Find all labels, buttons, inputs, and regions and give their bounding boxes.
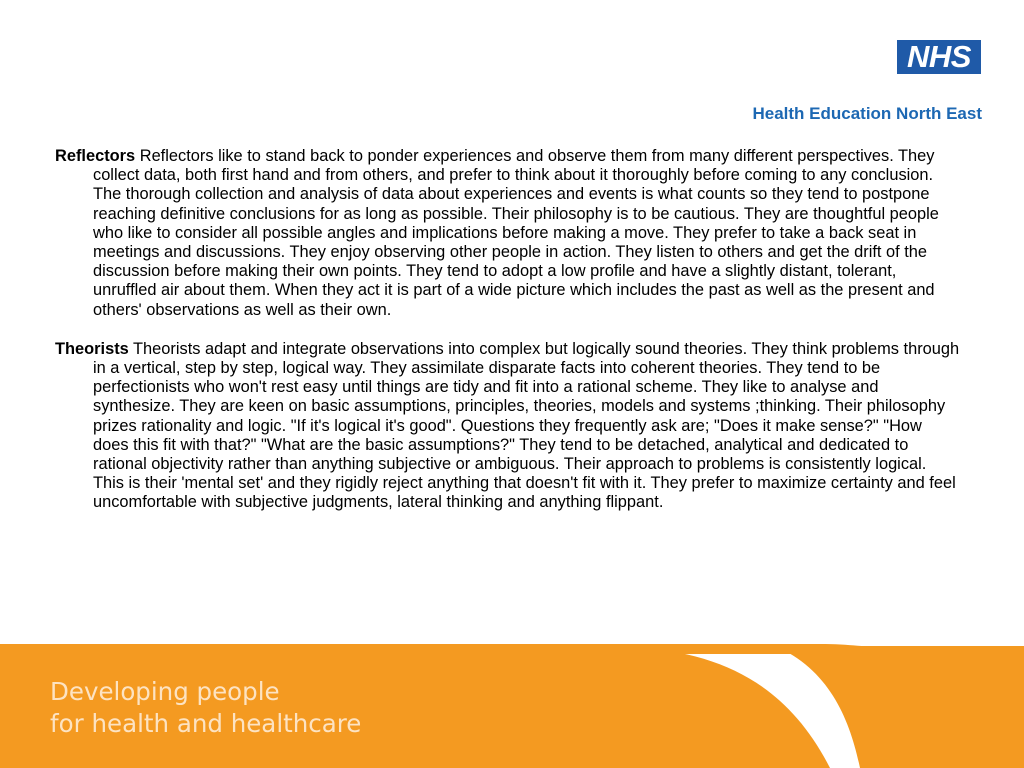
nhs-logo: NHS: [897, 40, 981, 74]
footer-tagline: [50, 676, 361, 740]
tagline-line-1: Developing people: [50, 677, 280, 706]
theorists-paragraph: [55, 340, 960, 513]
reflectors-paragraph: [55, 147, 960, 320]
theorists-description: Theorists adapt and integrate observations into complex but logically sound theories. They think problems through in a vertical, step by step, logical way. They assimilate disparate facts into coherent theories. They tend to be perfectionists who won't rest easy until things are tidy and fit into a rational scheme. They like to analyse and synthesize. They are keen on basic assumptions, principles, theories, models and systems ;thinking. Their philosophy prizes rationality and logic. "If it's logical it's good". Questions they frequently ask are; "Does it make sense?" "How does this fit with that?" "What are the basic assumptions?" They tend to be detached, analytical and dedicated to rational objectivity rather than anything subjective or ambiguous. Their approach to problems is consistently logical. This is their 'mental set' and they rigidly reject anything that doesn't fit with it. They prefer to maximize certainty and feel uncomfortable with subjective judgments, lateral thinking and anything flippant.: [93, 339, 960, 512]
reflectors-term: Reflectors: [55, 147, 136, 165]
reflectors-description: Reflectors like to stand back to ponder experiences and observe them from many different perspectives. They collect data, both first hand and from others, and prefer to think about it thoroughly before coming to any conclusion. The thorough collection and analysis of data about experiences and events is what counts so they tend to postpone reaching definitive conclusions for as long as possible. Their philosophy is to be cautious. They are thoughtful people who like to consider all possible angles and implications before making a move. They prefer to take a back seat in meetings and discussions. They enjoy observing other people in action. They listen to others and get the drift of the discussion before making their own points. They tend to adopt a low profile and have a slightly distant, tolerant, unruffled air about them. When they act it is part of a wide picture which includes the past as well as the present and others' observations as well as their own.: [93, 147, 939, 319]
slide-content: [55, 147, 960, 533]
tagline-line-2: for health and healthcare: [50, 709, 362, 738]
theorists-term: Theorists: [55, 339, 129, 358]
organization-name: Health Education North East: [752, 104, 982, 123]
